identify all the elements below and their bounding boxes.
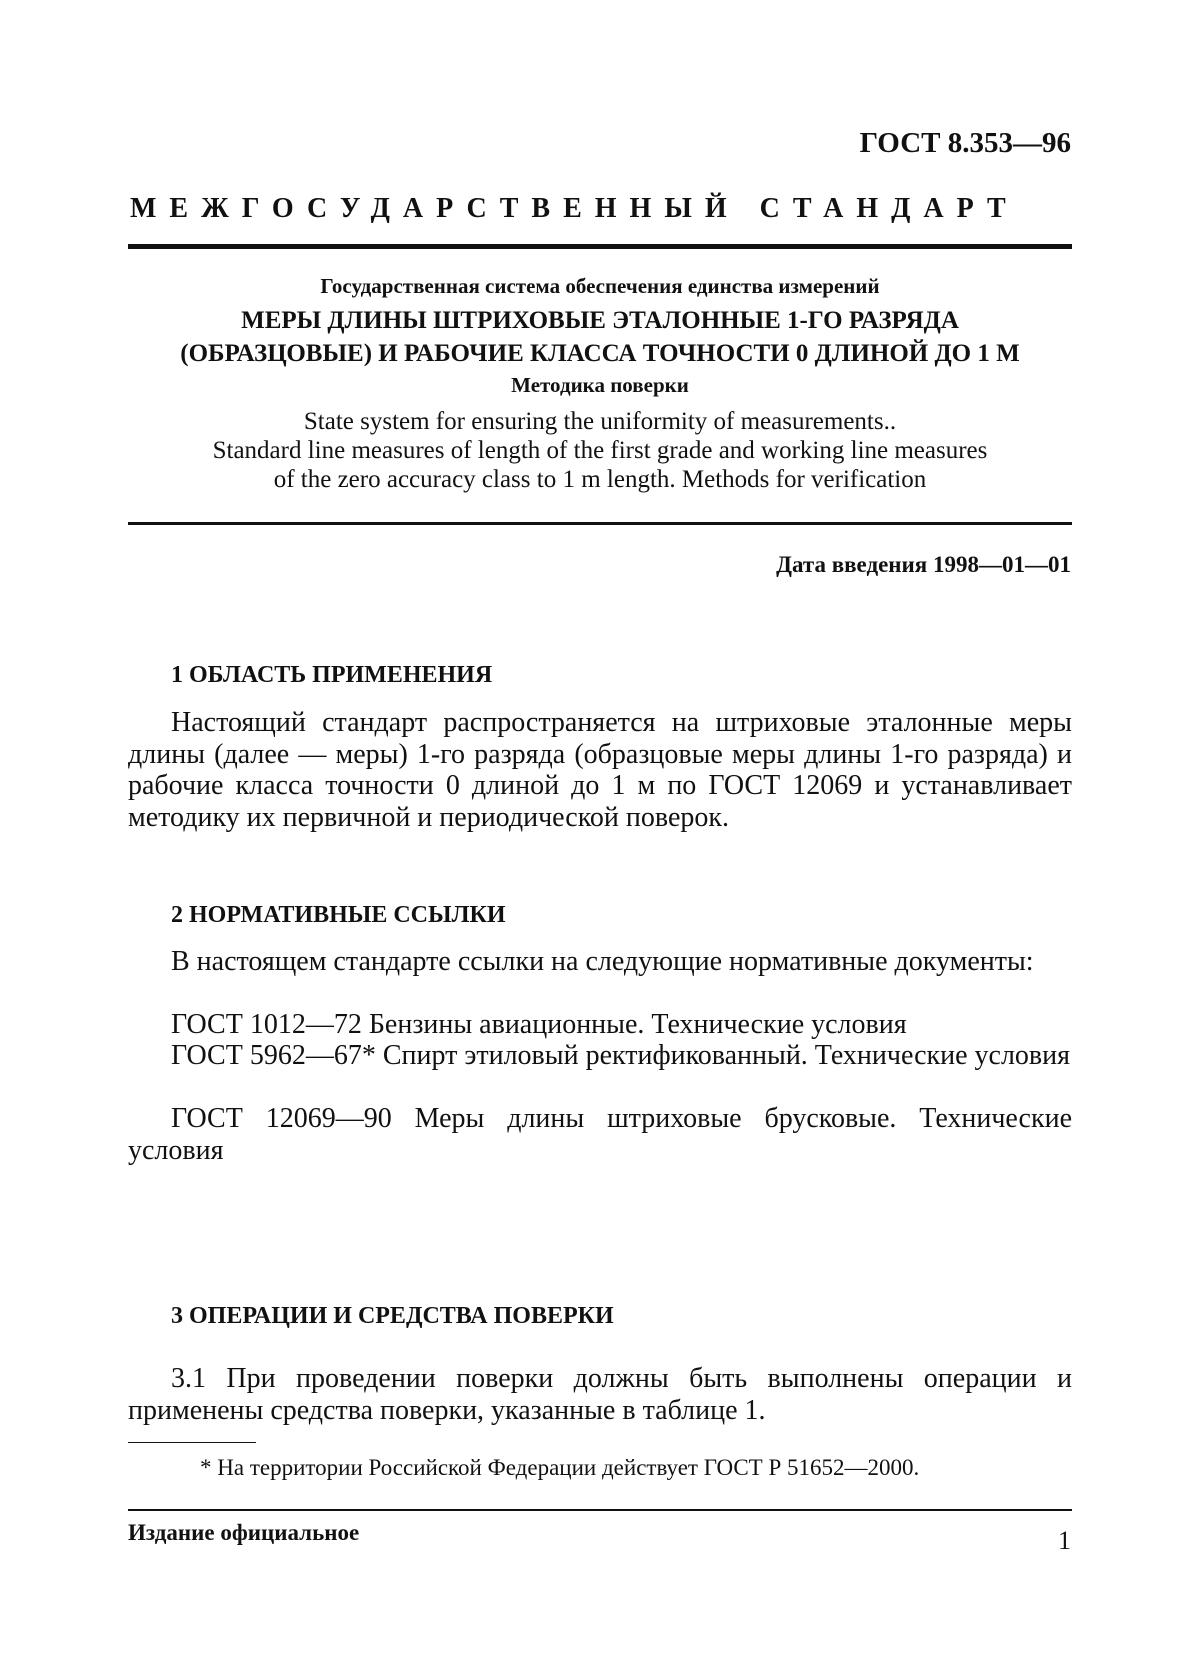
edition-label: Издание официальное <box>128 1520 360 1545</box>
reference-item <box>128 1009 1072 1041</box>
main-title <box>128 304 1072 370</box>
header-rule <box>128 244 1072 249</box>
main-title-line-2: (ОБРАЗЦОВЫЕ) И РАБОЧИЕ КЛАССА ТОЧНОСТИ 0 ДЛИНОЙ ДО 1 М <box>180 340 1020 367</box>
reference-text: ГОСТ 5962—67* Спирт этиловый ректификованный. Технические условия <box>171 1040 1071 1071</box>
section-1-body: Настоящий стандарт распространяется на штриховые эталонные меры длины (далее — меры) 1-го разряда (образцовые меры длины 1-го разряда) и рабочие класса точности 0 длиной до 1 м по ГОСТ 12069 и устанавливает методику их первичной и периодической поверок. <box>128 707 1072 833</box>
english-title-line-1: State system for ensuring the uniformity of measurements.. <box>303 408 897 435</box>
section-2-heading: 2 НОРМАТИВНЫЕ ССЫЛКИ <box>171 902 506 928</box>
main-title-line-1: МЕРЫ ДЛИНЫ ШТРИХОВЫЕ ЭТАЛОННЫЕ 1-ГО РАЗРЯДА <box>241 307 959 334</box>
section-3-heading: 3 ОПЕРАЦИИ И СРЕДСТВА ПОВЕРКИ <box>171 1303 614 1329</box>
section-1-text <box>128 707 1072 833</box>
reference-item <box>128 1103 1072 1166</box>
section-3-body: 3.1 При проведении поверки должны быть выполнены операции и применены средства поверки, указанные в таблице 1. <box>128 1363 1072 1426</box>
english-title-line-3: of the zero accuracy class to 1 m length. Methods for verification <box>273 466 927 493</box>
reference-text: ГОСТ 12069—90 Меры длины штриховые брусковые. Технические условия <box>128 1103 1072 1166</box>
section-1-heading: 1 ОБЛАСТЬ ПРИМЕНЕНИЯ <box>171 662 493 688</box>
page-number: 1 <box>1058 1526 1071 1555</box>
method-title: Методика поверки <box>511 373 689 397</box>
document-number: ГОСТ 8.353—96 <box>859 127 1071 159</box>
footer-rule <box>128 1509 1072 1511</box>
english-title-line-2: Standard line measures of length of the first grade and working line measures <box>212 437 988 464</box>
section-2-intro <box>128 946 1072 978</box>
title-rule <box>128 522 1072 525</box>
standard-type-heading: МЕЖГОСУДАРСТВЕННЫЙ СТАНДАРТ <box>130 193 1019 224</box>
footnote-rule <box>128 1442 256 1443</box>
introduction-date: Дата введения 1998—01—01 <box>776 552 1071 577</box>
english-title <box>128 407 1072 494</box>
section-3-text <box>128 1363 1072 1426</box>
footnote: * На территории Российской Федерации действует ГОСТ Р 51652—2000. <box>200 1455 920 1480</box>
section-2-intro-text: В настоящем стандарте ссылки на следующие нормативные документы: <box>171 946 1034 977</box>
reference-text: ГОСТ 1012—72 Бензины авиационные. Технические условия <box>171 1009 907 1040</box>
reference-item <box>128 1040 1072 1072</box>
system-title: Государственная система обеспечения единства измерений <box>320 274 880 298</box>
